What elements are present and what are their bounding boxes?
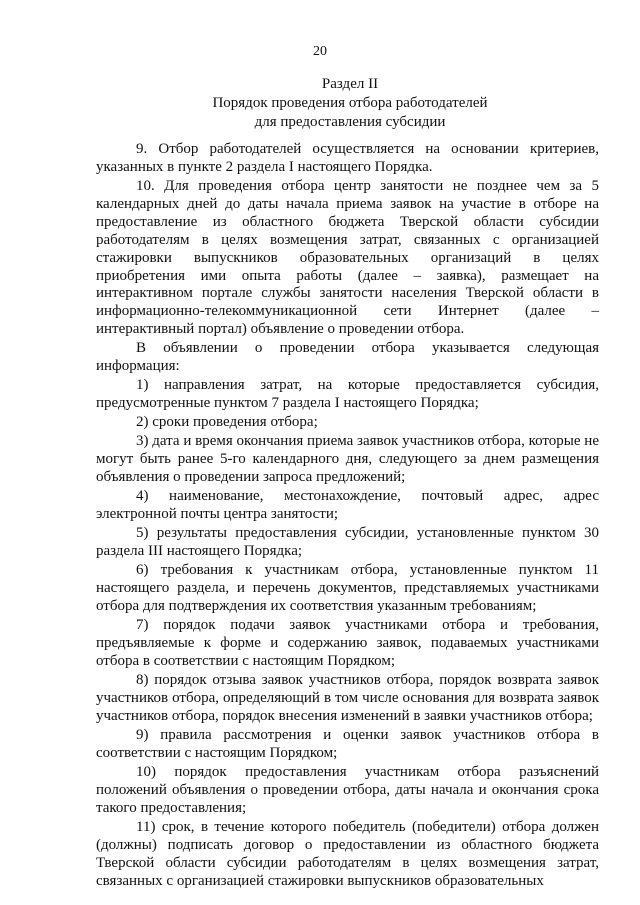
list-item-6: 6) требования к участникам отбора, установленные пунктом 11 настоящего раздела, и перечень документов, представляемых участниками отбора для подтверждения их соответствия указанным требованиям; [96, 562, 599, 615]
paragraph-announcement-intro: В объявлении о проведении отбора указывается следующая информация: [96, 340, 599, 375]
document-body [96, 141, 599, 891]
paragraph-10: 10. Для проведения отбора центр занятости не позднее чем за 5 календарных дней до даты начала приема заявок на участие в отборе на предоставление из областного бюджета Тверской области субсидии работодателям в целях возмещения затрат, связанных с организацией стажировки выпускников образовательных организаций в целях приобретения ими опыта работы (далее – заявка), размещает на интерактивном портале службы занятости населения Тверской области в информационно-телекоммуникационной сети Интернет (далее – интерактивный портал) объявление о проведении отбора. [96, 178, 599, 338]
list-item-3: 3) дата и время окончания приема заявок участников отбора, которые не могут быть ранее 5-го календарного дня, следующего за днем размещения объявления о проведении запроса предложений; [96, 433, 599, 486]
page-number: 20 [313, 44, 327, 59]
list-item-4: 4) наименование, местонахождение, почтовый адрес, адрес электронной почты центра занятости; [96, 488, 599, 523]
list-item-11: 11) срок, в течение которого победитель (победители) отбора должен (должны) подписать договор о предоставлении из областного бюджета Тверской области субсидии работодателям в целях возмещения затрат, связанных с организацией стажировки выпускников образовательных [96, 818, 599, 889]
section-heading [60, 75, 640, 132]
section-subtitle-line-2: для предоставления субсидии [254, 114, 446, 130]
section-title: Раздел II [321, 76, 379, 92]
list-item-2: 2) сроки проведения отбора; [136, 414, 318, 431]
list-item-1: 1) направления затрат, на которые предоставляется субсидия, предусмотренные пунктом 7 раздела I настоящего Порядка; [96, 377, 599, 412]
list-item-8: 8) порядок отзыва заявок участников отбора, порядок возврата заявок участников отбора, определяющий в том числе основания для возврата заявок участников отбора, порядок внесения изменений в заявки участников отбора; [96, 672, 599, 724]
section-subtitle-line-1: Порядок проведения отбора работодателей [212, 95, 488, 111]
paragraph-9: 9. Отбор работодателей осуществляется на основании критериев, указанных в пункте 2 раздела I настоящего Порядка. [96, 141, 599, 175]
list-item-5: 5) результаты предоставления субсидии, установленные пунктом 30 раздела III настоящего Порядка; [96, 525, 599, 560]
list-item-10: 10) порядок предоставления участникам отбора разъяснений положений объявления о проведении отбора, даты начала и окончания срока такого предоставления; [96, 764, 599, 816]
list-item-7: 7) порядок подачи заявок участниками отбора и требования, предъявляемые к форме и содержанию заявок, подаваемых участниками отбора в соответствии с настоящим Порядком; [96, 617, 599, 670]
list-item-9: 9) правила рассмотрения и оценки заявок участников отбора в соответствии с настоящим Порядком; [96, 727, 599, 761]
